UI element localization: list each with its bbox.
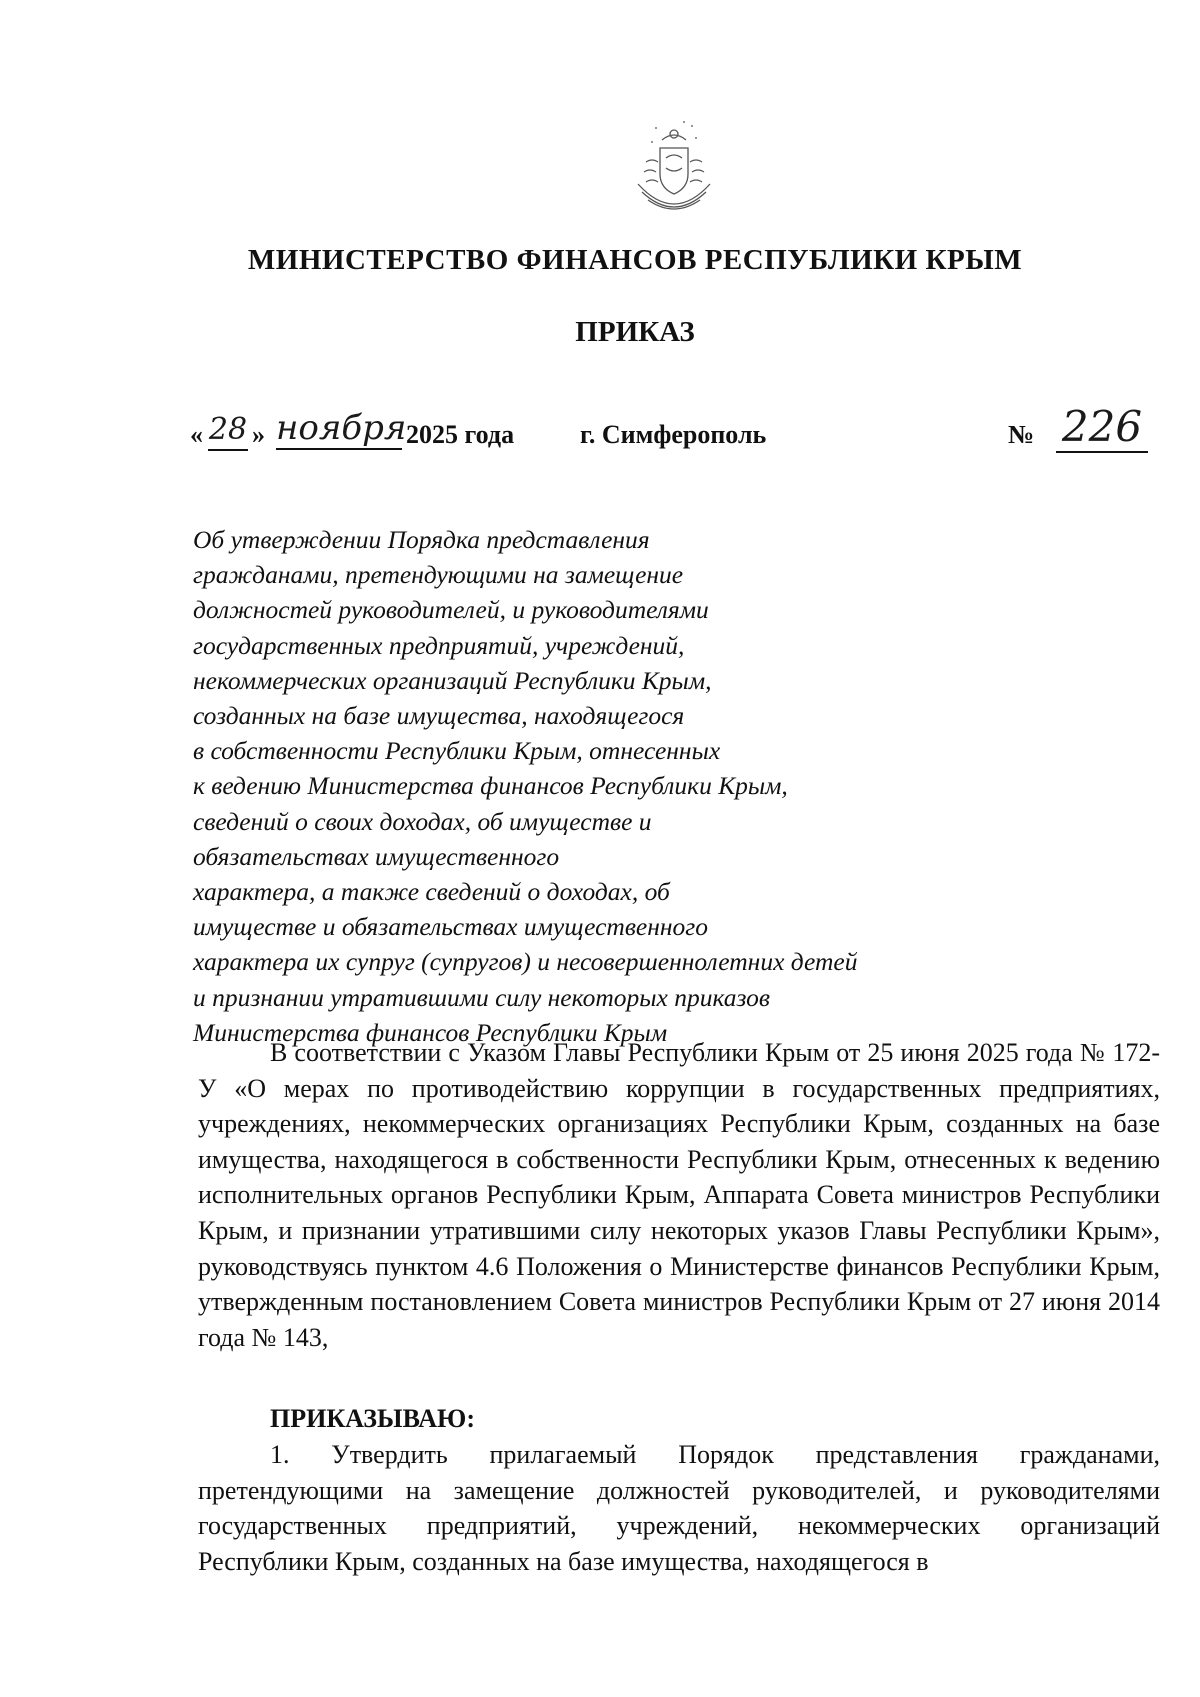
- order-item-1: 1. Утвердить прилагаемый Порядок представления гражданами, претендующими на замещение должностей руководителей, и руководителями государственных предприятий, учреждений, некоммерческих организаций Республики Крым, созданных на базе имущества, находящегося в: [198, 1440, 1160, 1576]
- open-quote: «: [190, 420, 203, 449]
- order-day: 28: [208, 412, 248, 451]
- order-heading: ПРИКАЗЫВАЮ:: [270, 1404, 475, 1433]
- order-subject: Об утверждении Порядка представления гражданами, претендующими на замещение должностей руководителей, и руководителями государственных предприятий, учреждений, некоммерческих организаций Республики Крым, созданных на базе имущества, находящегося в собственности Республики Крым, отнесенных к ведению Министерства финансов Республики Крым, сведений о своих доходах, об имуществе и обязательствах имущественного характера, а также сведений о доходах, об имуществе и обязательствах имущественного характера их супруг (супругов) и несовершеннолетних детей и признании утратившими силу некоторых приказов Министерства финансов Республики Крым: [193, 525, 858, 1047]
- ministry-heading: МИНИСТЕРСТВО ФИНАНСОВ РЕСПУБЛИКИ КРЫМ: [247, 244, 1023, 276]
- date-number-line: [190, 402, 1150, 468]
- crimea-coat-of-arms-icon: [626, 118, 722, 222]
- close-quote: »: [252, 420, 265, 449]
- order-number: 226: [1056, 402, 1148, 453]
- number-sign: №: [1008, 420, 1035, 449]
- preamble-paragraph: В соответствии с Указом Главы Республики Крым от 25 июня 2025 года № 172-У «О мерах по противодействию коррупции в государственных предприятиях, учреждениях, некоммерческих организациях Республики Крым, созданных на базе имущества, находящегося в собственности Республики Крым, отнесенных к ведению исполнительных органов Республики Крым, Аппарата Совета министров Республики Крым, и признании утратившими силу некоторых указов Главы Республики Крым», руководствуясь пунктом 4.6 Положения о Министерстве финансов Республики Крым, утвержденным постановлением Совета министров Республики Крым от 27 июня 2014 года № 143,: [198, 1038, 1160, 1352]
- order-month: ноября: [276, 408, 407, 448]
- order-year: 2025 года: [406, 420, 515, 449]
- document-type-heading: ПРИКАЗ: [575, 316, 695, 348]
- order-city: г. Симферополь: [580, 420, 767, 449]
